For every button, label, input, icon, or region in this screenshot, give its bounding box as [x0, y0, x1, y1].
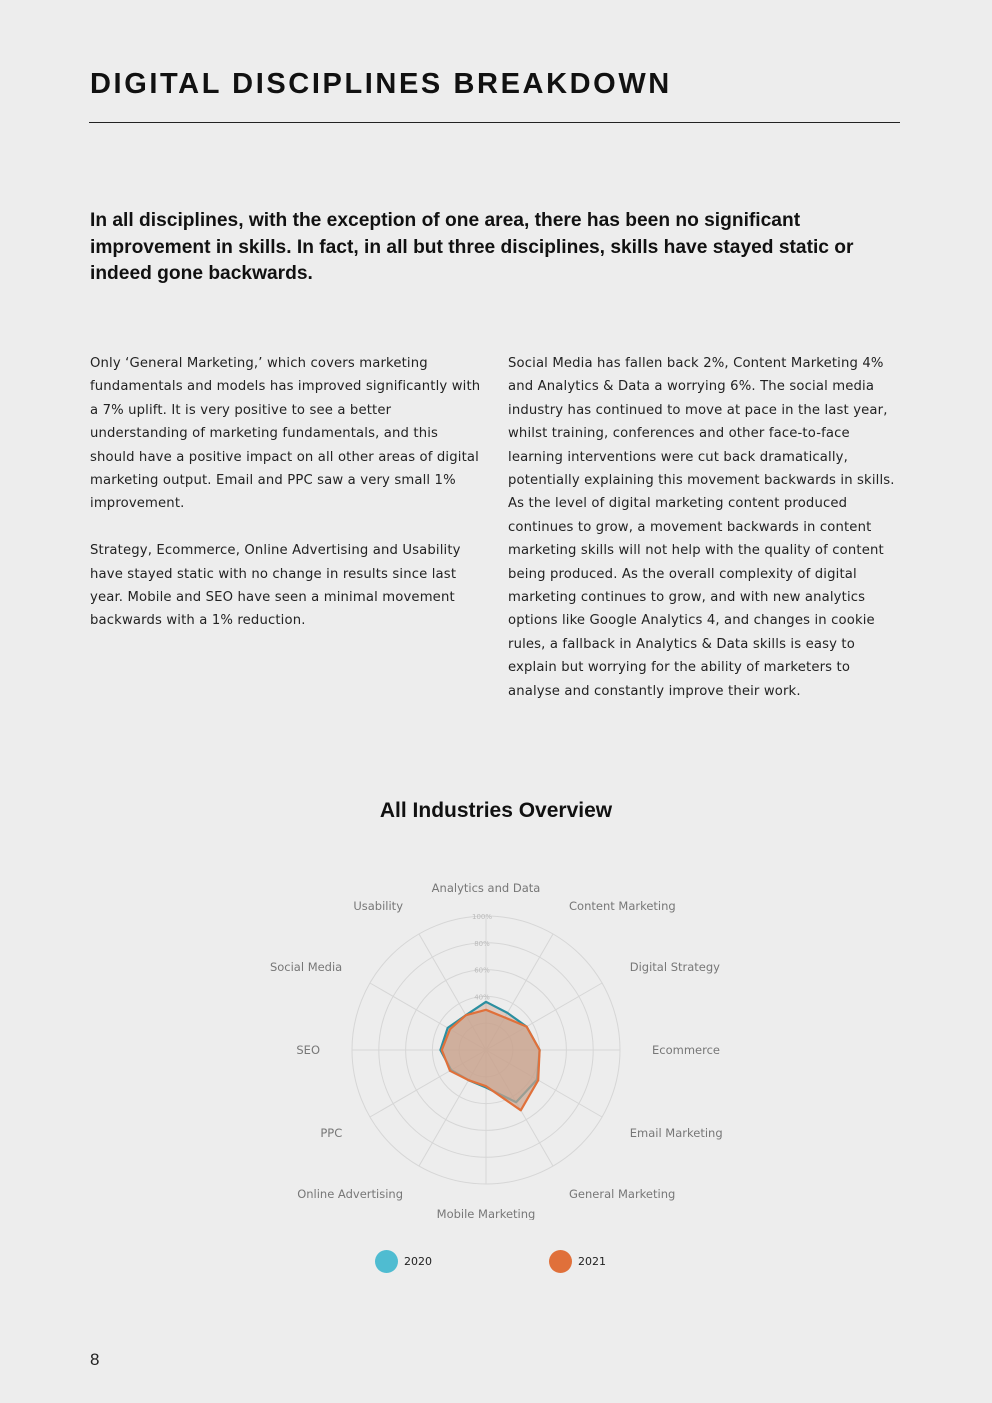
legend-label-2020: 2020: [404, 1255, 432, 1268]
axis-label: Content Marketing: [569, 899, 676, 914]
axis-label: SEO: [296, 1043, 320, 1057]
axis-label: PPC: [320, 1126, 343, 1140]
legend-label-2021: 2021: [578, 1255, 606, 1268]
tick-label: 40%: [474, 993, 490, 1002]
axis-label: Digital Strategy: [629, 960, 720, 974]
axis-label: Analytics and Data: [431, 881, 541, 895]
axis-label: Online Advertising: [297, 1186, 403, 1201]
axis-label: Ecommerce: [652, 1043, 720, 1057]
legend-swatch-2020: [375, 1250, 398, 1273]
right-text-column: [508, 352, 902, 726]
axis-label: Mobile Marketing: [436, 1207, 536, 1220]
axis-label: Social Media: [269, 960, 343, 974]
left-text-column: [90, 352, 482, 656]
radar-chart: [250, 870, 742, 1220]
axis-label: Usability: [353, 899, 403, 914]
body-paragraph: Social Media has fallen back 2%, Content Marketing 4% and Analytics & Data a worrying 6%. The social media industry has continued to move at pace in the last year, whilst training, conferences and other face-to-face learning interventions were cut back dramatically, potentially explaining this movement backwards in skills. As the level of digital marketing content produced continues to grow, a movement backwards in content marketing skills will not help with the quality of content being produced. As the overall complexity of digital marketing continues to grow, and with new analytics options like Google Analytics 4, and changes in cookie rules, a fallback in Analytics & Data skills is easy to explain but worrying for the ability of marketers to analyse and constantly improve their work.: [508, 356, 895, 699]
tick-label: 80%: [474, 939, 490, 948]
body-paragraph: Only ‘General Marketing,’ which covers marketing fundamentals and models has improved significantly with a 7% uplift. It is very positive to see a better understanding of marketing fundamentals, and this should have a positive impact on all other areas of digital marketing output. Email and PPC saw a very small 1% improvement.: [90, 356, 481, 512]
axis-label: Email Marketing: [629, 1126, 723, 1140]
legend-item-2021: [549, 1250, 606, 1273]
page-number: 8: [90, 1350, 100, 1369]
axis-label: General Marketing: [569, 1186, 676, 1201]
body-paragraph: Strategy, Ecommerce, Online Advertising and Usability have stayed static with no change in results since last year. Mobile and SEO have seen a minimal movement backwards with a 1% reduction.: [90, 543, 461, 629]
legend-item-2020: [375, 1250, 432, 1273]
legend-swatch-2021: [549, 1250, 572, 1273]
lead-paragraph: In all disciplines, with the exception of one area, there has been no significant improvement in skills. In fact, in all but three disciplines, skills have stayed static or indeed gone backwards.: [90, 210, 854, 284]
tick-label: 60%: [474, 966, 490, 975]
title-divider: [89, 122, 900, 123]
page-title: DIGITAL DISCIPLINES BREAKDOWN: [90, 68, 672, 100]
chart-title: All Industries Overview: [379, 799, 613, 822]
tick-label: 100%: [471, 913, 493, 921]
